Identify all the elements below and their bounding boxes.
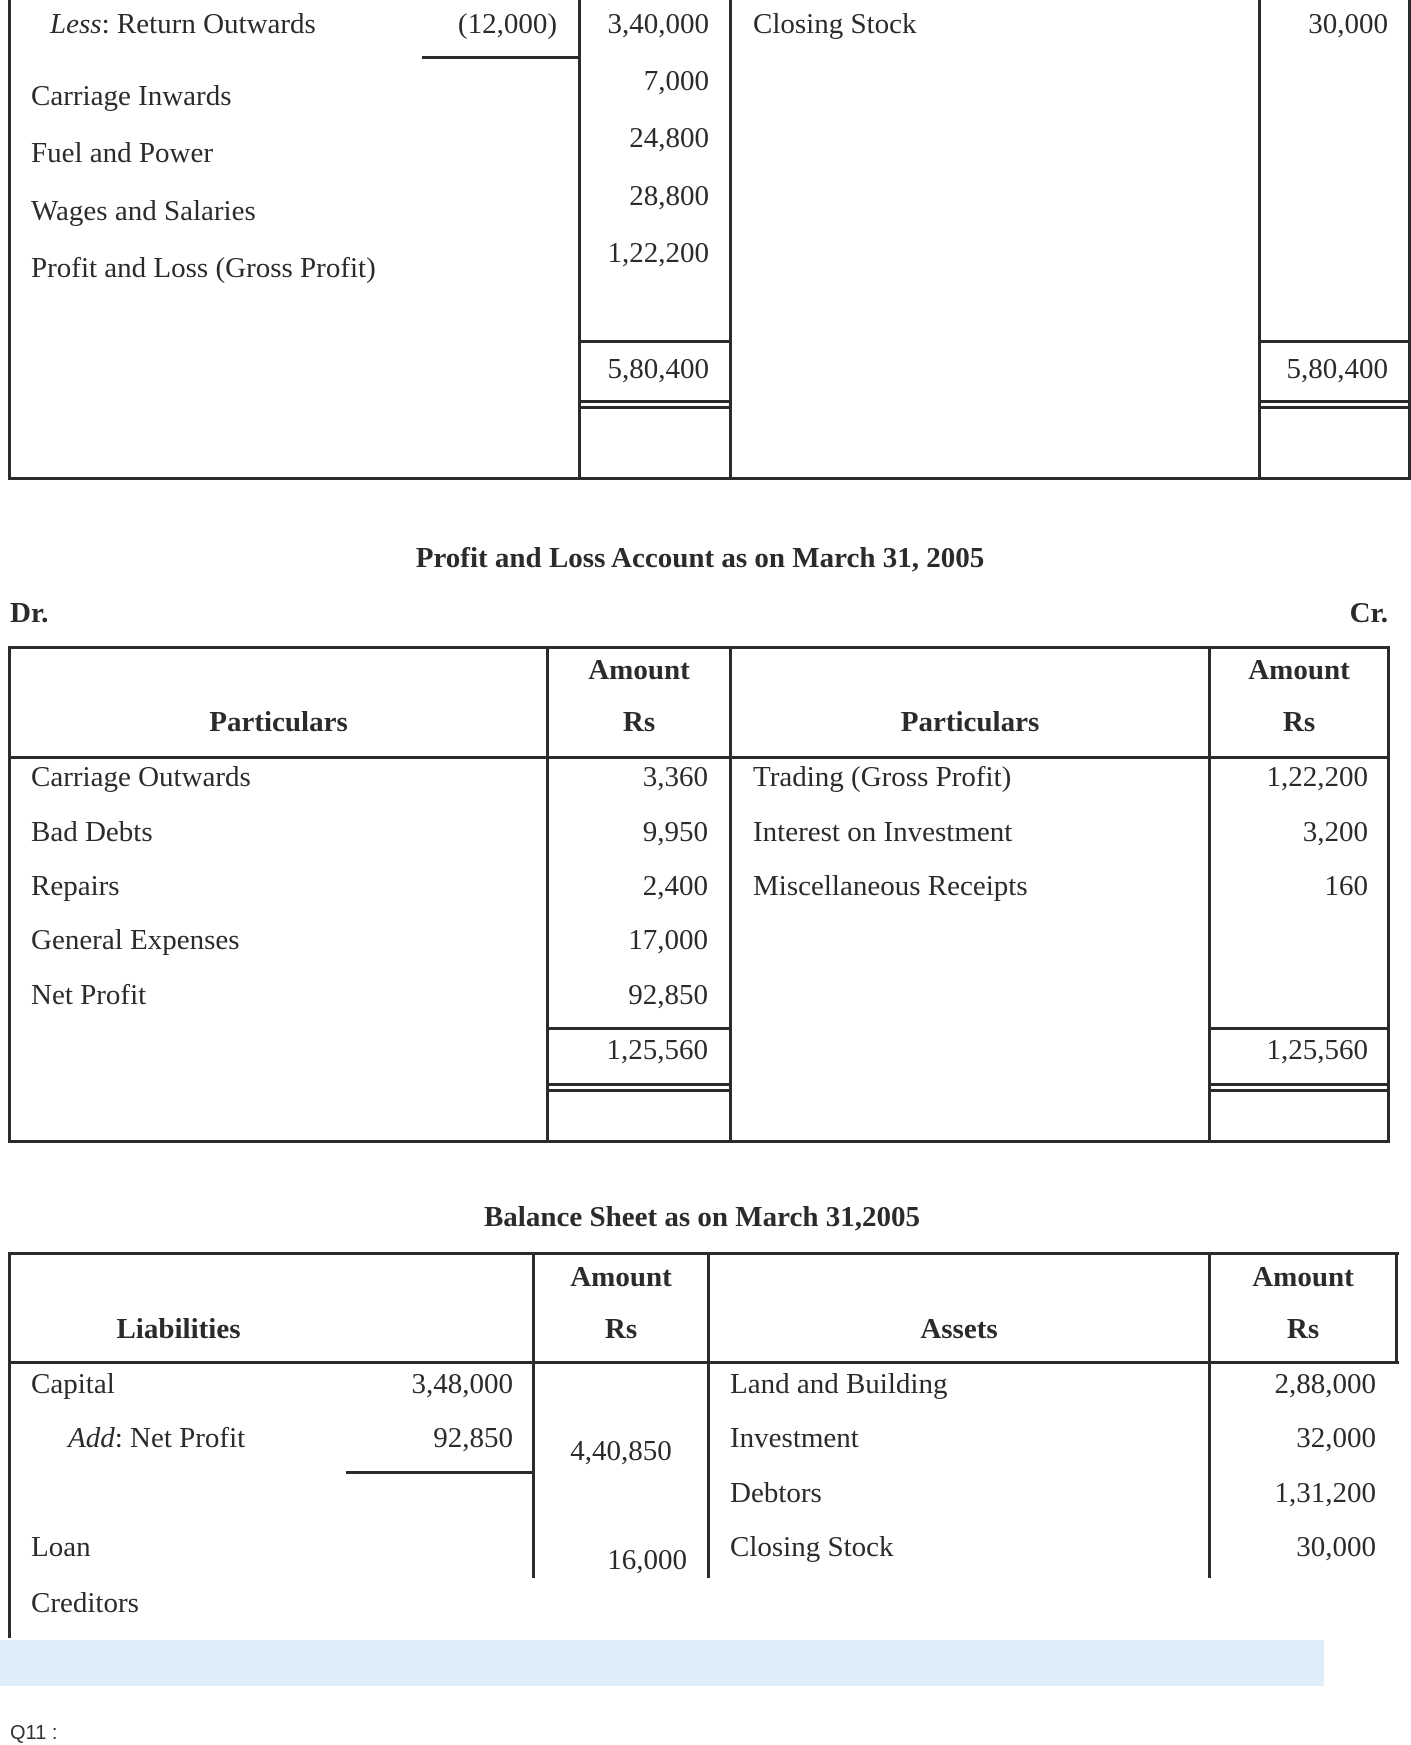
subtotal-underline [346, 1471, 534, 1474]
total-rule [548, 1083, 731, 1086]
table-border-left [8, 1252, 11, 1638]
capital-total-amount: 4,40,850 [570, 1435, 672, 1467]
total-rule [1210, 1089, 1390, 1092]
closing-stock-label: Closing Stock [753, 8, 917, 40]
column-header-rs: Rs [1282, 706, 1316, 738]
table-row-amount: 2,400 [642, 870, 708, 902]
column-header-rs: Rs [622, 706, 656, 738]
return-outwards-label: Less: Return Outwards [50, 8, 316, 40]
trading-total-left: 5,80,400 [607, 353, 709, 385]
table-row: Bad Debts [31, 816, 153, 848]
total-rule [1260, 400, 1410, 403]
list-item: Wages and Salaries [31, 195, 256, 227]
return-outwards-amount: (12,000) [457, 8, 557, 40]
table-row-amount: 17,000 [628, 924, 708, 956]
total-rule [580, 400, 731, 403]
table-border-right [1387, 646, 1390, 1143]
table-border-top [8, 1252, 1399, 1255]
capital-label: Capital [31, 1368, 115, 1400]
column-header-rs: Rs [604, 1313, 638, 1345]
table-row: Carriage Outwards [31, 761, 251, 793]
table-row: Debtors [730, 1477, 822, 1509]
total-rule [548, 1027, 731, 1030]
table-row-amount: 160 [1324, 870, 1368, 902]
table-row-amount: 32,000 [1296, 1422, 1376, 1454]
column-divider [707, 1252, 710, 1578]
debit-label: Dr. [10, 597, 49, 629]
creditors-label: Creditors [31, 1587, 139, 1619]
list-item: Fuel and Power [31, 137, 214, 169]
total-rule [1260, 406, 1410, 409]
total-rule [1260, 340, 1410, 343]
bs-title: Balance Sheet as on March 31,2005 [483, 1201, 921, 1233]
column-header-particulars: Particulars [900, 706, 1040, 738]
pl-total-left: 1,25,560 [606, 1034, 708, 1066]
net-profit-label: Add: Net Profit [68, 1422, 246, 1454]
closing-stock-amount: 30,000 [1308, 8, 1388, 40]
total-rule [548, 1089, 731, 1092]
table-row-amount: 2,88,000 [1274, 1368, 1376, 1400]
table-border-bottom [8, 1140, 1390, 1143]
table-row: Closing Stock [730, 1531, 894, 1563]
list-item-amount: 24,800 [629, 122, 709, 154]
table-border-bottom [8, 477, 1411, 480]
list-item-amount: 28,800 [629, 180, 709, 212]
loan-label: Loan [31, 1531, 91, 1563]
pl-total-right: 1,25,560 [1266, 1034, 1368, 1066]
column-header-rs: Rs [1286, 1313, 1320, 1345]
table-border-left [8, 0, 11, 480]
table-row: General Expenses [31, 924, 240, 956]
column-header-amount: Amount [588, 654, 690, 686]
table-row: Net Profit [31, 979, 147, 1011]
pl-title: Profit and Loss Account as on March 31, 2005 [415, 542, 985, 574]
table-row-amount: 92,850 [628, 979, 708, 1011]
table-row-amount: 3,360 [642, 761, 708, 793]
highlight-banner [0, 1640, 1324, 1686]
column-header-amount: Amount [1252, 1261, 1354, 1293]
loan-amount: 16,000 [607, 1544, 687, 1576]
net-profit-amount: 92,850 [433, 1422, 513, 1454]
net-purchases-amount: 3,40,000 [607, 8, 709, 40]
column-header-amount: Amount [570, 1261, 672, 1293]
table-border-right [1395, 1252, 1398, 1363]
subtotal-underline [422, 56, 580, 59]
table-row-amount: 1,31,200 [1274, 1477, 1376, 1509]
total-rule [580, 406, 731, 409]
column-header-assets: Assets [920, 1313, 998, 1345]
total-rule [580, 340, 731, 343]
table-row: Miscellaneous Receipts [753, 870, 1028, 902]
header-rule [8, 1361, 1399, 1364]
table-row: Repairs [31, 870, 120, 902]
table-row: Investment [730, 1422, 859, 1454]
list-item: Carriage Inwards [31, 80, 232, 112]
list-item: Profit and Loss (Gross Profit) [31, 252, 376, 284]
table-row: Trading (Gross Profit) [753, 761, 1012, 793]
table-border-top [8, 646, 1390, 649]
column-divider [532, 1252, 535, 1578]
total-rule [1210, 1083, 1390, 1086]
list-item-amount: 1,22,200 [607, 237, 709, 269]
list-item-amount: 7,000 [643, 65, 709, 97]
table-row-amount: 1,22,200 [1266, 761, 1368, 793]
header-rule [8, 756, 1390, 759]
capital-amount: 3,48,000 [411, 1368, 513, 1400]
trading-total-right: 5,80,400 [1286, 353, 1388, 385]
column-header-amount: Amount [1248, 654, 1350, 686]
column-header-liabilities: Liabilities [116, 1313, 241, 1345]
table-row: Land and Building [730, 1368, 948, 1400]
table-row-amount: 30,000 [1296, 1531, 1376, 1563]
table-row-amount: 9,950 [642, 816, 708, 848]
question-number: Q11 : [10, 1722, 58, 1744]
column-divider [1208, 1252, 1211, 1578]
table-row: Interest on Investment [753, 816, 1013, 848]
credit-label: Cr. [1349, 597, 1388, 629]
table-row-amount: 3,200 [1302, 816, 1368, 848]
column-header-particulars: Particulars [209, 706, 348, 738]
total-rule [1210, 1027, 1390, 1030]
